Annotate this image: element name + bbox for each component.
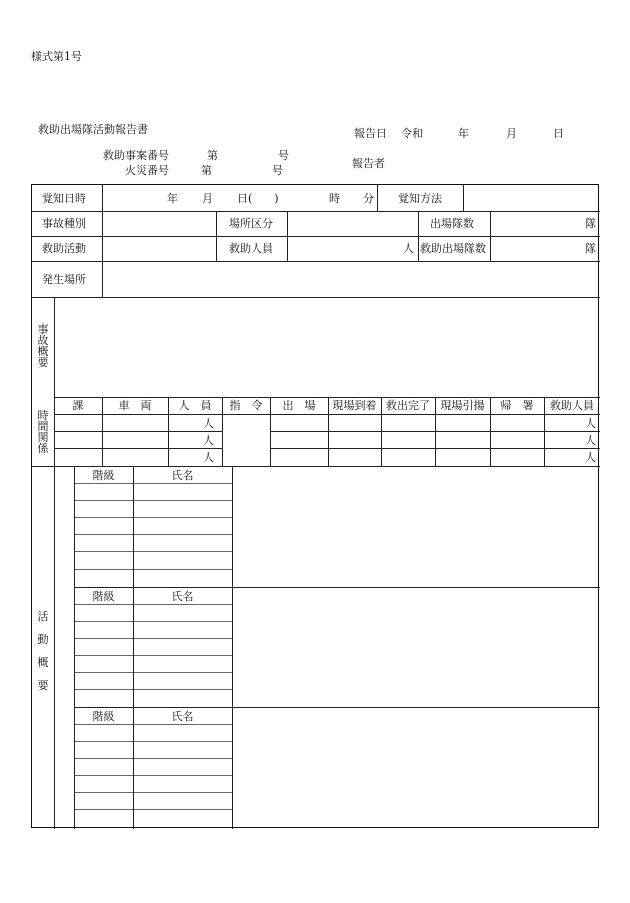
label-area-class: 場所区分 xyxy=(229,217,273,230)
label-notice-method: 覚知方法 xyxy=(398,192,442,205)
header-arrival: 現場到着 xyxy=(332,399,377,412)
crew2-rank-header: 階級 xyxy=(92,590,115,603)
label-rescue-units: 救助出場隊数 xyxy=(420,242,486,255)
label-rescued-persons: 救助人員 xyxy=(229,242,273,255)
report-date-month: 月 xyxy=(506,127,517,140)
label-accident-summary: 事 故 概 要 xyxy=(37,323,49,369)
header-section: 課 xyxy=(72,399,84,412)
rescued-unit-1: 人 xyxy=(585,417,596,430)
label-dispatched-units: 出場隊数 xyxy=(430,217,474,230)
label-location: 発生場所 xyxy=(42,273,86,286)
form-title: 救助出場隊活動報告書 xyxy=(38,123,148,136)
personnel-unit-3: 人 xyxy=(203,451,214,464)
notice-minute-unit: 分 xyxy=(363,192,374,205)
notice-hour-unit: 時 xyxy=(329,192,340,205)
rescued-person-unit: 人 xyxy=(403,242,414,255)
crew1-rank-header: 階級 xyxy=(92,469,115,482)
header-dispatch: 出 場 xyxy=(282,399,316,412)
header-rescued-count: 救助人員 xyxy=(550,399,594,412)
label-activity-summary: 活 動 概 要 xyxy=(37,610,49,692)
header-vehicle: 車 両 xyxy=(118,399,152,412)
label-notice-datetime: 覚知日時 xyxy=(42,192,86,205)
case-number-go: 号 xyxy=(278,149,289,162)
header-rescue-complete: 救出完了 xyxy=(386,399,430,412)
case-number-dai: 第 xyxy=(207,149,218,162)
crew2-name-header: 氏名 xyxy=(171,590,194,603)
rescue-units-unit: 隊 xyxy=(585,242,596,255)
header-withdrawal: 現場引揚 xyxy=(440,399,485,412)
crew3-rank-header: 階級 xyxy=(92,710,115,723)
header-personnel: 人 員 xyxy=(178,399,212,412)
units-unit: 隊 xyxy=(585,217,596,230)
rescued-unit-2: 人 xyxy=(585,434,596,447)
case-number-label: 救助事案番号 xyxy=(103,149,169,162)
form-number: 様式第1号 xyxy=(31,50,82,63)
label-time-relation: 時 間 関 係 xyxy=(37,409,49,455)
personnel-unit-1: 人 xyxy=(203,417,214,430)
rescued-unit-3: 人 xyxy=(585,451,596,464)
fire-number-label: 火災番号 xyxy=(125,164,169,177)
reporter-label: 報告者 xyxy=(352,157,385,170)
report-date-day: 日 xyxy=(553,127,564,140)
crew3-name-header: 氏名 xyxy=(171,710,194,723)
notice-month-unit: 月 xyxy=(202,192,213,205)
crew1-name-header: 氏名 xyxy=(171,469,194,482)
report-date-label: 報告日 xyxy=(354,127,387,140)
label-rescue-activity: 救助活動 xyxy=(42,242,86,255)
report-date-year: 年 xyxy=(458,127,469,140)
label-accident-type: 事故種別 xyxy=(42,217,86,230)
personnel-unit-2: 人 xyxy=(203,434,214,447)
report-form xyxy=(31,184,599,828)
notice-year-unit: 年 xyxy=(167,192,178,205)
fire-number-go: 号 xyxy=(272,164,283,177)
report-date-era: 令和 xyxy=(401,127,423,140)
notice-day-unit: 日( ) xyxy=(237,192,279,205)
fire-number-dai: 第 xyxy=(201,164,212,177)
header-command: 指 令 xyxy=(229,399,263,412)
header-return: 帰 署 xyxy=(500,399,534,412)
